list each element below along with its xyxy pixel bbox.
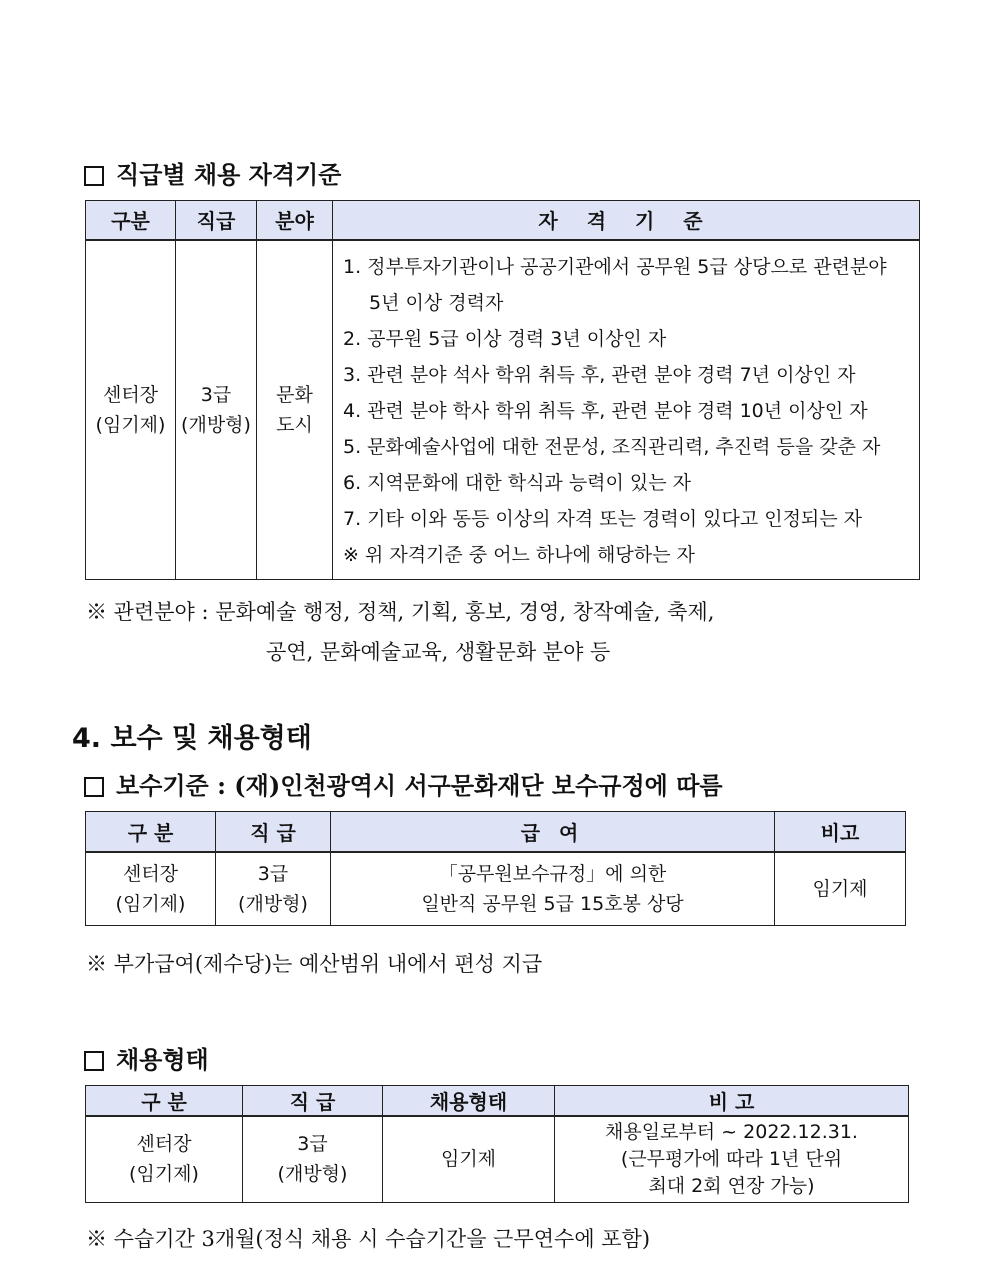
cell-position [86,852,216,926]
position-title: 센터장 [136,1133,192,1156]
cell-position [86,1116,243,1202]
position-type: (임기제) [95,413,166,436]
criteria-item: 5. 문화예술사업에 대한 전문성, 조직관리력, 추진력 등을 갖춘 자 [343,435,881,458]
criteria-item: 2. 공무원 5급 이상 경력 3년 이상인 자 [343,327,667,350]
cell-position [86,240,176,580]
related-field-note-line-2: 공연, 문화예술교육, 생활문화 분야 등 [266,640,611,664]
salary-line-2: 일반직 공무원 5급 15호봉 상당 [421,892,684,915]
cell-employment-type: 임기제 [383,1116,555,1202]
qualification-table [85,200,920,580]
pay-table-header [86,812,906,852]
grade-type: (개방형) [277,1163,348,1186]
qualification-heading-text: 직급별 채용 자격기준 [116,160,342,189]
section-4-title: 4. 보수 및 채용형태 [72,723,312,754]
position-title: 센터장 [102,383,159,406]
header-category: 구분 [86,201,176,240]
field-line-1: 문화 [276,383,313,406]
cell-remark: 임기제 [775,852,906,926]
employment-row [86,1116,909,1202]
cell-grade [176,240,257,580]
grade-level: 3급 [200,383,232,406]
criteria-item: ※ 위 자격기준 중 어느 하나에 해당하는 자 [343,543,695,566]
checkbox-square-icon [84,777,104,797]
cell-field [257,240,333,580]
criteria-item: 6. 지역문화에 대한 학식과 능력이 있는 자 [343,471,692,494]
cell-remark [555,1116,909,1202]
remark-line-2: (근무평가에 따라 1년 단위 [620,1147,843,1170]
grade-type: (개방형) [238,892,308,915]
qualification-heading [84,155,341,190]
employment-table-header [86,1086,909,1117]
pay-heading-text: 보수기준 : (재)인천광역시 서구문화재단 보수규정에 따름 [116,771,723,800]
cell-salary [331,852,775,926]
employment-heading [84,1040,209,1075]
criteria-item: 7. 기타 이와 동등 이상의 자격 또는 경력이 있다고 인정되는 자 [343,507,863,530]
qualification-row [86,240,920,580]
header-employment-type: 채용형태 [383,1086,555,1117]
header-field: 분야 [257,201,333,240]
header-salary: 급 여 [331,812,775,852]
checkbox-square-icon [84,166,104,186]
pay-table [85,811,906,926]
employment-table [85,1085,909,1203]
extra-pay-note: ※ 부가급여(제수당)는 예산범위 내에서 편성 지급 [86,952,543,976]
remark-line-1: 채용일로부터 ~ 2022.12.31. [605,1120,858,1143]
header-grade: 직급 [176,201,257,240]
cell-grade [216,852,331,926]
criteria-item: 4. 관련 분야 학사 학위 취득 후, 관련 분야 경력 10년 이상인 자 [343,399,868,422]
field-line-2: 도시 [276,413,313,436]
pay-heading [84,766,723,801]
position-title: 센터장 [122,862,179,885]
cell-grade [243,1116,383,1202]
criteria-item: 5년 이상 경력자 [369,291,504,314]
header-grade: 직 급 [216,812,331,852]
checkbox-square-icon [84,1051,104,1071]
remark-line-3: 최대 2회 연장 가능) [648,1174,815,1197]
grade-level: 3급 [297,1133,328,1156]
pay-row [86,852,906,926]
header-remark: 비 고 [555,1086,909,1117]
header-remark: 비고 [775,812,906,852]
employment-heading-text: 채용형태 [116,1045,209,1074]
header-criteria: 자 격 기 준 [333,201,920,240]
position-type: (임기제) [115,892,186,915]
salary-line-1: 「공무원보수규정」에 의한 [438,862,667,885]
cell-criteria [333,240,920,580]
position-type: (임기제) [129,1163,199,1186]
probation-note: ※ 수습기간 3개월(정식 채용 시 수습기간을 근무연수에 포함) [86,1227,651,1251]
qualification-table-header [86,201,920,240]
header-category: 구 분 [86,1086,243,1117]
header-category: 구 분 [86,812,216,852]
grade-type: (개방형) [181,413,251,436]
grade-level: 3급 [257,862,289,885]
header-grade: 직 급 [243,1086,383,1117]
criteria-item: 3. 관련 분야 석사 학위 취득 후, 관련 분야 경력 7년 이상인 자 [343,363,856,386]
related-field-note-line-1: ※ 관련분야 : 문화예술 행정, 정책, 기획, 홍보, 경영, 창작예술, 축제, [86,600,715,624]
criteria-item: 1. 정부투자기관이나 공공기관에서 공무원 5급 상당으로 관련분야 [343,255,887,278]
